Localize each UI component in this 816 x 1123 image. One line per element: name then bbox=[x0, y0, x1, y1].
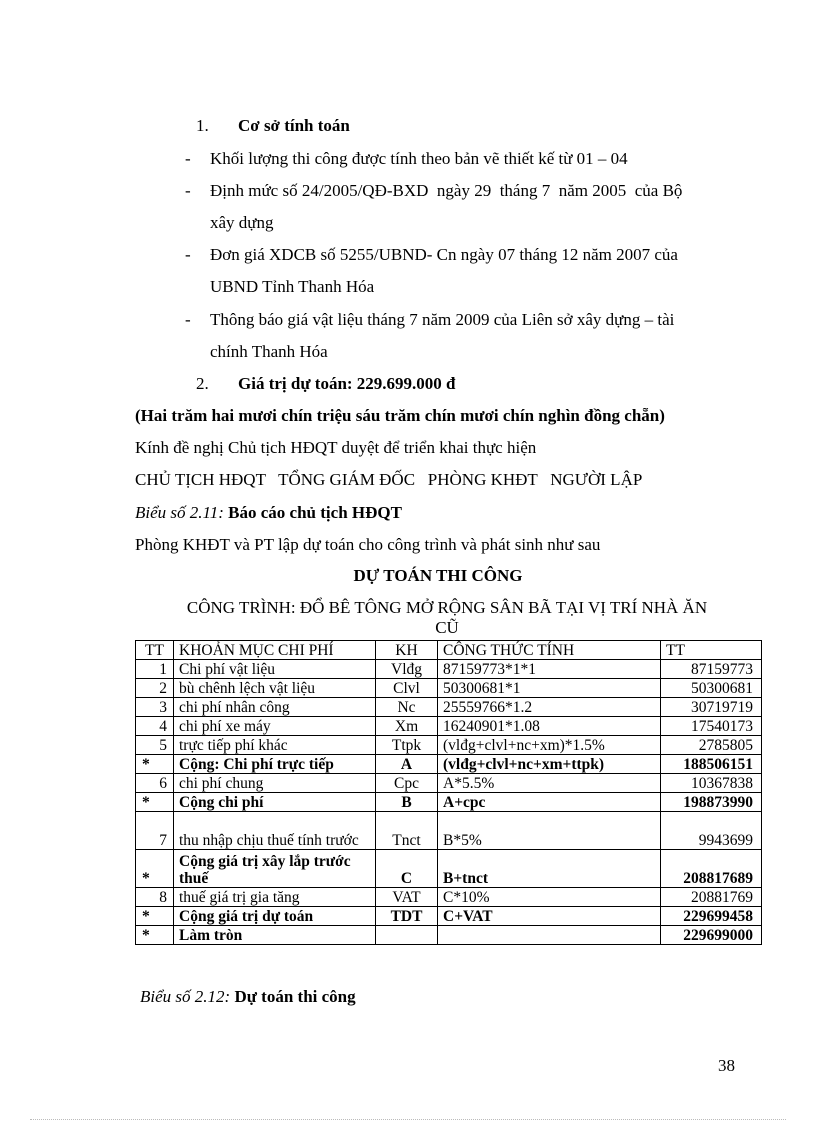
bullet-2-text: Định mức số 24/2005/QĐ-BXD ngày 29 tháng 7 năm 2005 của Bộ bbox=[210, 181, 683, 200]
formula: 25559766*1.2 bbox=[438, 698, 661, 717]
bullet-3-line-1: Đơn giá XDCB số 5255/UBND- Cn ngày 07 tháng 12 năm 2007 của bbox=[210, 245, 678, 264]
amount: 188506151 bbox=[661, 755, 762, 774]
amount: 9943699 bbox=[661, 812, 762, 850]
formula: C+VAT bbox=[438, 907, 661, 926]
bullet-dash: - bbox=[185, 181, 191, 200]
row-number: 4 bbox=[136, 717, 174, 736]
table-row bbox=[136, 774, 762, 793]
formula: C*10% bbox=[438, 888, 661, 907]
cost-code bbox=[376, 926, 438, 945]
table-row bbox=[136, 679, 762, 698]
amount: 198873990 bbox=[661, 793, 762, 812]
amount: 10367838 bbox=[661, 774, 762, 793]
formula bbox=[438, 926, 661, 945]
cost-item: Làm tròn bbox=[174, 926, 376, 945]
bullet-3-line-2: UBND Tỉnh Thanh Hóa bbox=[210, 277, 375, 296]
formula: (vlđg+clvl+nc+xm+ttpk) bbox=[438, 755, 661, 774]
header-tt: TT bbox=[136, 641, 174, 660]
request-line: Kính đề nghị Chủ tịch HĐQT duyệt để triển khai thực hiện bbox=[135, 438, 537, 457]
table-row bbox=[136, 717, 762, 736]
header-formula: CÔNG THỨC TÍNH bbox=[438, 641, 661, 660]
row-number: * bbox=[136, 793, 174, 812]
cost-estimate-table bbox=[135, 640, 762, 945]
cost-code: Vlđg bbox=[376, 660, 438, 679]
caption-2-11 bbox=[135, 503, 402, 523]
table-title: DỰ TOÁN THI CÔNG bbox=[353, 566, 523, 585]
amount: 30719719 bbox=[661, 698, 762, 717]
bullet-2-line-1 bbox=[210, 181, 740, 201]
amount: 87159773 bbox=[661, 660, 762, 679]
cost-item: thu nhập chịu thuế tính trước bbox=[174, 812, 376, 850]
amount: 2785805 bbox=[661, 736, 762, 755]
page-footer-rule bbox=[30, 1119, 786, 1120]
table-row bbox=[136, 755, 762, 774]
bullet-dash: - bbox=[185, 149, 191, 168]
cost-code: C bbox=[376, 850, 438, 888]
formula: B*5% bbox=[438, 812, 661, 850]
row-number: * bbox=[136, 755, 174, 774]
cost-code: Xm bbox=[376, 717, 438, 736]
bullet-2-line-2: xây dựng bbox=[210, 213, 274, 232]
table-row bbox=[136, 736, 762, 755]
cost-code: Cpc bbox=[376, 774, 438, 793]
row-number: * bbox=[136, 926, 174, 945]
row-number: * bbox=[136, 850, 174, 888]
section-1-title: Cơ sở tính toán bbox=[238, 116, 350, 135]
cost-item: trực tiếp phí khác bbox=[174, 736, 376, 755]
table-row bbox=[136, 793, 762, 812]
header-item: KHOẢN MỤC CHI PHÍ bbox=[174, 641, 376, 660]
caption-text: Dự toán thi công bbox=[234, 987, 356, 1006]
header-kh: KH bbox=[376, 641, 438, 660]
formula: (vlđg+clvl+nc+xm)*1.5% bbox=[438, 736, 661, 755]
amount: 229699000 bbox=[661, 926, 762, 945]
amount: 50300681 bbox=[661, 679, 762, 698]
page-number: 38 bbox=[718, 1056, 735, 1075]
cost-code: Ttpk bbox=[376, 736, 438, 755]
cost-item: bù chênh lệch vật liệu bbox=[174, 679, 376, 698]
cost-code: TDT bbox=[376, 907, 438, 926]
cost-code: Nc bbox=[376, 698, 438, 717]
formula: 87159773*1*1 bbox=[438, 660, 661, 679]
section-2-number: 2. bbox=[196, 374, 209, 393]
row-number: 8 bbox=[136, 888, 174, 907]
cost-item: Chi phí vật liệu bbox=[174, 660, 376, 679]
table-row bbox=[136, 926, 762, 945]
table-body bbox=[136, 641, 762, 945]
bullet-4-line-2: chính Thanh Hóa bbox=[210, 342, 328, 361]
amount-in-words: (Hai trăm hai mươi chín triệu sáu trăm chín mươi chín nghìn đồng chẵn) bbox=[135, 406, 665, 425]
cost-item: Cộng giá trị xây lắp trước thuế bbox=[174, 850, 376, 888]
row-number: * bbox=[136, 907, 174, 926]
cost-item: chi phí chung bbox=[174, 774, 376, 793]
formula: 50300681*1 bbox=[438, 679, 661, 698]
table-row bbox=[136, 888, 762, 907]
bullet-dash: - bbox=[185, 310, 191, 329]
cost-item: chi phí xe máy bbox=[174, 717, 376, 736]
project-line-2: CŨ bbox=[435, 618, 459, 637]
row-number: 2 bbox=[136, 679, 174, 698]
caption-text: Báo cáo chủ tịch HĐQT bbox=[228, 503, 402, 522]
bullet-dash: - bbox=[185, 245, 191, 264]
formula: 16240901*1.08 bbox=[438, 717, 661, 736]
amount: 208817689 bbox=[661, 850, 762, 888]
row-number: 1 bbox=[136, 660, 174, 679]
cost-item: Cộng chi phí bbox=[174, 793, 376, 812]
amount: 20881769 bbox=[661, 888, 762, 907]
section-1-number: 1. bbox=[196, 116, 209, 135]
amount: 229699458 bbox=[661, 907, 762, 926]
formula: A*5.5% bbox=[438, 774, 661, 793]
table-row bbox=[136, 660, 762, 679]
caption-label: Biểu số 2.12: bbox=[140, 987, 231, 1006]
cost-code: Tnct bbox=[376, 812, 438, 850]
cost-item: thuế giá trị gia tăng bbox=[174, 888, 376, 907]
cost-code: B bbox=[376, 793, 438, 812]
caption-2-12 bbox=[140, 987, 356, 1007]
row-number: 3 bbox=[136, 698, 174, 717]
cost-item: Cộng giá trị dự toán bbox=[174, 907, 376, 926]
table-row bbox=[136, 850, 762, 888]
cost-code: VAT bbox=[376, 888, 438, 907]
row-number: 6 bbox=[136, 774, 174, 793]
signature-titles: CHỦ TỊCH HĐQT TỔNG GIÁM ĐỐC PHÒNG KHĐT NGƯỜI LẬP bbox=[135, 470, 643, 489]
project-line-1: CÔNG TRÌNH: ĐỔ BÊ TÔNG MỞ RỘNG SÂN BÃ TẠI VỊ TRÍ NHÀ ĂN bbox=[186, 598, 708, 617]
table-row bbox=[136, 907, 762, 926]
row-number: 7 bbox=[136, 812, 174, 850]
caption-label: Biểu số 2.11: bbox=[135, 503, 224, 522]
amount: 17540173 bbox=[661, 717, 762, 736]
intro-line: Phòng KHĐT và PT lập dự toán cho công trình và phát sinh như sau bbox=[135, 535, 601, 554]
header-value: TT bbox=[661, 641, 762, 660]
cost-code: A bbox=[376, 755, 438, 774]
section-2-title: Giá trị dự toán: 229.699.000 đ bbox=[238, 374, 456, 393]
row-number: 5 bbox=[136, 736, 174, 755]
formula: A+cpc bbox=[438, 793, 661, 812]
cost-code: Clvl bbox=[376, 679, 438, 698]
table-row bbox=[136, 698, 762, 717]
bullet-1-line-1: Khối lượng thi công được tính theo bản vẽ thiết kế từ 01 – 04 bbox=[210, 149, 628, 168]
bullet-4-line-1: Thông báo giá vật liệu tháng 7 năm 2009 của Liên sở xây dựng – tài bbox=[210, 310, 675, 329]
cost-item: Cộng: Chi phí trực tiếp bbox=[174, 755, 376, 774]
table-header-row bbox=[136, 641, 762, 660]
table-row bbox=[136, 812, 762, 850]
cost-item: chi phí nhân công bbox=[174, 698, 376, 717]
formula: B+tnct bbox=[438, 850, 661, 888]
